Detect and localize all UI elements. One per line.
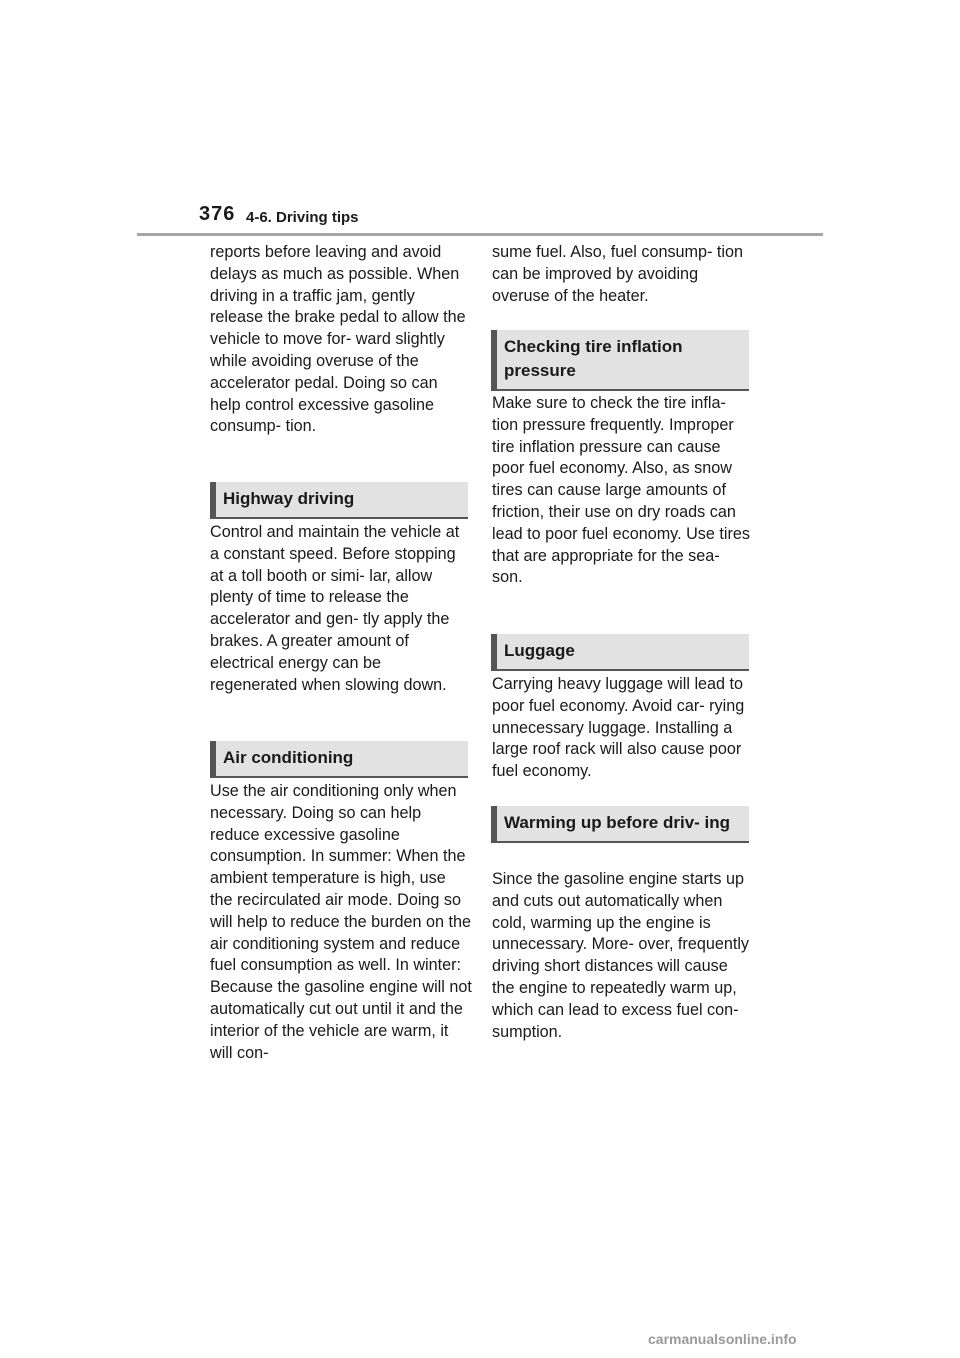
right-column-tire xyxy=(492,393,754,589)
heading-luggage: Luggage xyxy=(491,634,749,671)
heading-highway-driving: Highway driving xyxy=(210,482,468,519)
paragraph-traffic: reports before leaving and avoid delays as much as possible. When driving in a traffic jam, gently release the brake pedal to allow the vehicle to move for- ward slightly while avoiding overuse of the accelerator pedal. Doing so can help control excessive gasoline consump- tion. xyxy=(210,243,466,436)
right-column-intro xyxy=(492,242,754,307)
left-column-highway xyxy=(210,522,472,696)
section-title: 4-6. Driving tips xyxy=(246,209,359,226)
paragraph-luggage: Carrying heavy luggage will lead to poor fuel economy. Avoid car- rying unnecessary luggage. Installing a large roof rack will also cause poor fuel economy. xyxy=(492,675,745,781)
heading-warming-up: Warming up before driv- ing xyxy=(491,806,749,843)
page-number: 376 xyxy=(199,203,236,225)
paragraph-heater: sume fuel. Also, fuel consump- tion can be improved by avoiding overuse of the heater. xyxy=(492,243,744,305)
right-column-luggage xyxy=(492,674,754,783)
paragraph-tire: Make sure to check the tire infla- tion pressure frequently. Improper tire inflation pressure can cause poor fuel economy. Also, as snow tires can cause large amounts of friction, their use on dry roads can lead to poor fuel economy. Use tires that are appropriate for the sea- son. xyxy=(492,394,750,587)
paragraph-air: Use the air conditioning only when necessary. Doing so can help reduce excessive gasoline consumption. In summer: When the ambient temperature is high, use the recirculated air mode. Doing so will help to reduce the burden on the air conditioning system and reduce fuel consumption as well. In winter: Because the gasoline engine will not automatically cut out until it and the interior of the vehicle are warm, it will con- xyxy=(210,782,472,1062)
right-column-warming xyxy=(492,869,754,1043)
header-divider xyxy=(137,233,823,236)
left-column-intro xyxy=(210,242,472,438)
heading-tire-pressure: Checking tire inflation pressure xyxy=(491,330,749,391)
left-column-air xyxy=(210,781,472,1064)
heading-air-conditioning: Air conditioning xyxy=(210,741,468,778)
paragraph-warming: Since the gasoline engine starts up and cuts out automatically when cold, warming up the engine is unnecessary. More- over, frequently driving short distances will cause the engine to repeatedly warm up, which can lead to excess fuel con- sumption. xyxy=(492,870,750,1041)
paragraph-highway: Control and maintain the vehicle at a constant speed. Before stopping at a toll booth or simi- lar, allow plenty of time to release the accelerator and gen- tly apply the brakes. A greater amount of electrical energy can be regenerated when slowing down. xyxy=(210,523,460,694)
watermark: carmanualsonline.info xyxy=(648,1331,797,1347)
